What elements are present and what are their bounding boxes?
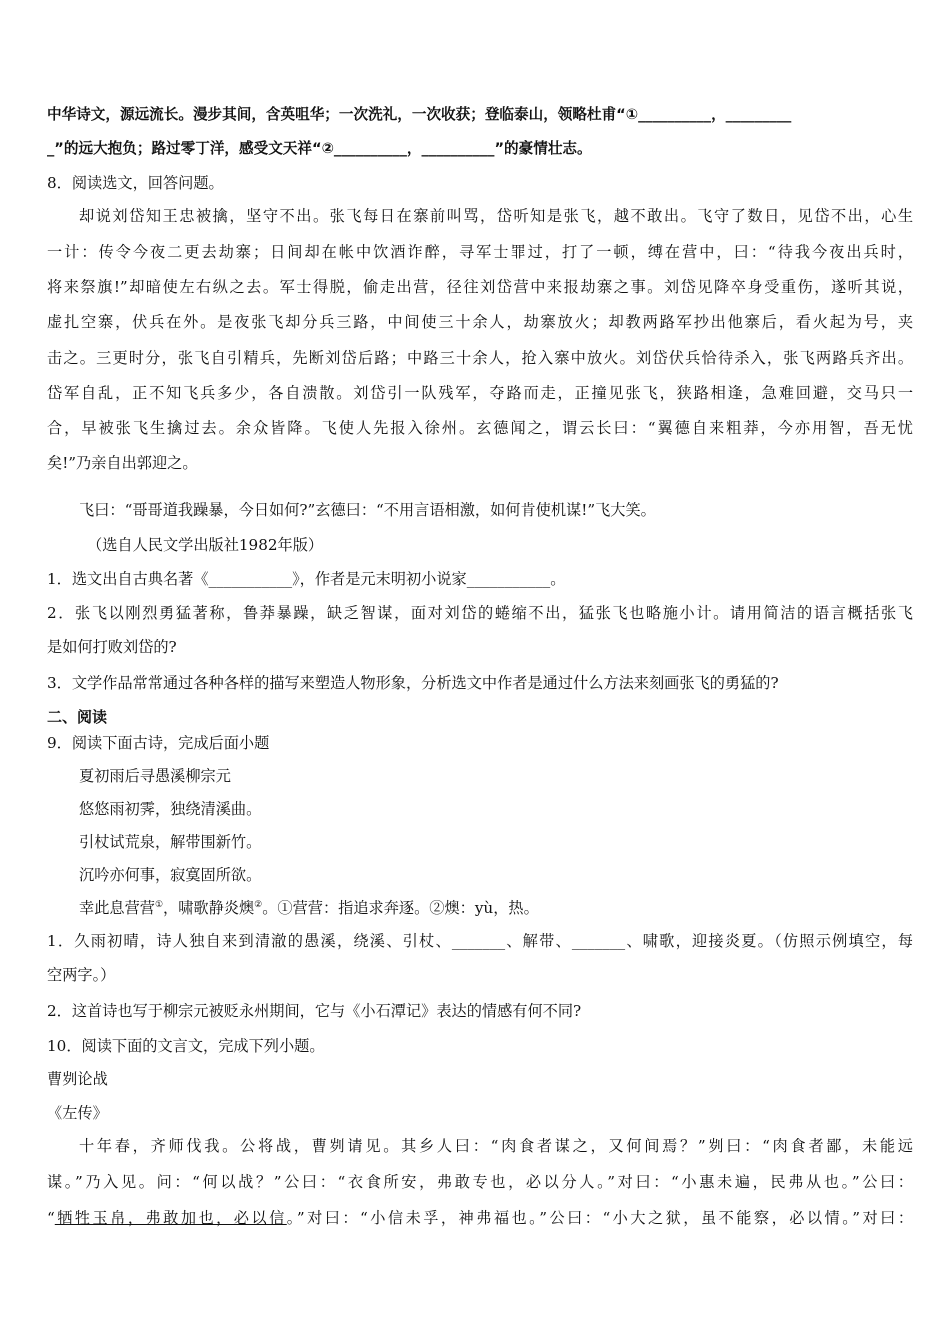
poem-line-part: ，啸歌静炎燠: [163, 899, 255, 917]
q8-dialogue: 飞曰：“哥哥道我躁暴，今日如何?”玄德曰：“不用言语相激，如何肯使机谋!”飞大笑。: [79, 501, 656, 519]
poem-line: 悠悠雨初霁，独绕清溪曲。: [79, 800, 262, 818]
q10-passage-line: 十年春，齐师伐我。公将战，曹刿请见。其乡人曰：“肉食者谋之，又何间焉？”刿曰：“肉食者鄙，未能远: [79, 1137, 913, 1155]
poem-line: 引杖试荒泉，解带围新竹。: [79, 833, 262, 851]
q9-prompt: 9．阅读下面古诗，完成后面小题: [47, 734, 270, 752]
q8-passage-line: 击之。三更时分，张飞自引精兵，先断刘岱后路；中路三十余人，抢入寨中放火。刘岱伏兵恰待杀入，张飞两路兵齐出。: [47, 349, 913, 367]
q8-passage-line: 一计：传令今夜二更去劫寨；日间却在帐中饮酒诈醉，寻军士罪过，打了一顿，缚在营中，曰：“待我今夜出兵时，: [47, 243, 913, 261]
q8-passage-line: 虚扎空寨，伏兵在外。是夜张飞却分兵三路，中间使三十余人，劫寨放火；却教两路军抄出他寨后，看火起为号，夹: [47, 313, 913, 331]
q8-sub-question-2-cont: 是如何打败刘岱的?: [47, 638, 177, 656]
q8-sub-question-2: 2．张飞以刚烈勇猛著称，鲁莽暴躁，缺乏智谋，面对刘岱的蜷缩不出，猛张飞也略施小计。请用简洁的语言概括张飞: [47, 604, 913, 622]
intro-line-2: _”的远大抱负；路过零丁洋，感受文天祥“②__________，__________”的豪情壮志。: [47, 140, 592, 157]
q10-passage-line: 谋。”乃入见。问：“何以战？”公曰：“衣食所安，弗敢专也，必以分人。”对曰：“小惠未遍，民弗从也。”公曰：: [47, 1173, 913, 1191]
q8-passage-line: 将来祭旗!”却暗使左右纵之去。军士得脱，偷走出营，径往刘岱营中来报劫寨之事。刘岱见降卒身受重伤，遂听其说，: [47, 278, 913, 296]
q8-source: （选自人民文学出版社1982年版）: [87, 536, 324, 554]
q10-passage-line: [47, 1206, 913, 1230]
poem-line-part: 幸此息营营: [79, 899, 155, 917]
q10-source: 《左传》: [47, 1104, 108, 1122]
q8-passage-line: 矣!”乃亲自出郭迎之。: [47, 454, 198, 472]
q9-sub-question-2: 2．这首诗也写于柳宗元被贬永州期间，它与《小石潭记》表达的情感有何不同?: [47, 1002, 582, 1020]
poem-title: 夏初雨后寻愚溪柳宗元: [79, 767, 231, 785]
underlined-phrase: 牺牲玉帛，弗敢加也，必以信: [54, 1209, 287, 1227]
q8-sub-question-3: 3．文学作品常常通过各种各样的描写来塑造人物形象，分析选文中作者是通过什么方法来刻画张飞的勇猛的?: [47, 674, 779, 692]
q8-passage-line: 却说刘岱知王忠被擒，坚守不出。张飞每日在寨前叫骂，岱听知是张飞，越不敢出。飞守了数日，见岱不出，心生: [79, 207, 913, 225]
q9-sub-question-1-cont: 空两字。）: [47, 966, 116, 984]
footnote-marker: ②: [254, 899, 263, 910]
poem-line-with-notes: [79, 896, 913, 920]
footnote-marker: ①: [154, 899, 164, 910]
q8-passage-line: 合，早被张飞生擒过去。余众皆降。飞使人先报入徐州。玄德闻之，谓云长曰：“翼德自来粗莽，今亦用智，吾无忧: [47, 419, 913, 437]
section-heading: 二、阅读: [47, 708, 108, 726]
q10-prompt: 10．阅读下面的文言文，完成下列小题。: [47, 1037, 325, 1055]
q10-title: 曹刿论战: [47, 1070, 108, 1088]
intro-line-1: 中华诗文，源远流长。漫步其间，含英咀华；一次洗礼，一次收获；登临泰山，领略杜甫“①__________，_________: [47, 106, 792, 123]
quote-mark: “: [47, 1209, 55, 1227]
q8-sub-question-1: 1．选文出自古典名著《___________》，作者是元末明初小说家___________。: [47, 570, 566, 588]
q8-passage-line: 岱军自乱，正不知飞兵多少，各自溃散。刘岱引一队残军，夺路而走，正撞见张飞，狭路相逢，急难回避，交马只一: [47, 384, 913, 402]
q9-sub-question-1: 1．久雨初晴，诗人独自来到清澈的愚溪，绕溪、引杖、_______、解带、_______、啸歌，迎接炎夏。（仿照示例填空，每: [47, 932, 913, 950]
q8-prompt: 8．阅读选文，回答问题。: [47, 174, 224, 192]
poem-notes: 。①营营：指追求奔逐。②燠：yù，热。: [262, 899, 539, 917]
passage-text: 。”对曰：“小信未孚，神弗福也。”公曰：“小大之狱，虽不能察，必以情。”对曰：: [286, 1209, 913, 1227]
poem-line: 沉吟亦何事，寂寞固所欲。: [79, 866, 262, 884]
